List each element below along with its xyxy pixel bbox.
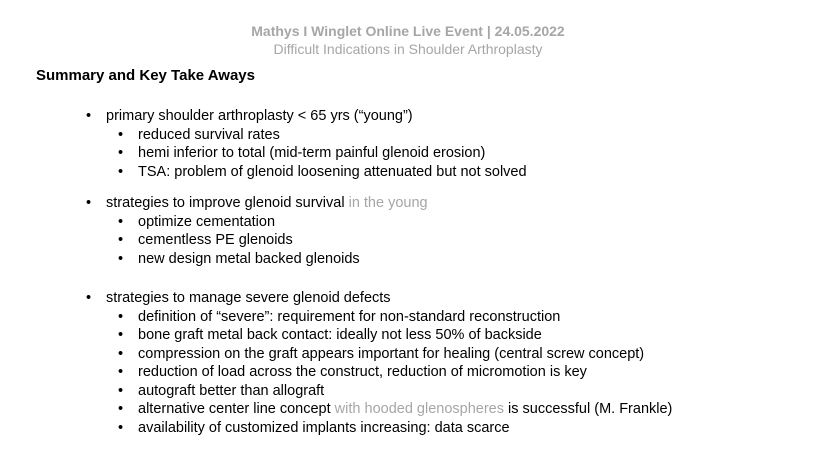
list-item <box>86 231 428 250</box>
list-item <box>86 400 672 419</box>
heading-text <box>106 194 428 213</box>
bullet-icon: • <box>118 163 124 180</box>
slide-header <box>0 22 816 58</box>
list-item <box>86 345 672 364</box>
list-item <box>86 326 672 345</box>
bullet-icon: • <box>118 250 124 267</box>
bullet-icon: • <box>118 232 124 248</box>
heading-main: strategies to improve glenoid survival <box>106 195 345 211</box>
bullet-icon: • <box>118 419 124 436</box>
list-item-text: new design metal backed glenoids <box>138 250 360 267</box>
list-item <box>86 382 672 401</box>
list-item-text: definition of “severe”: requirement for non-standard reconstruction <box>138 308 561 325</box>
list-item <box>86 419 672 438</box>
bullet-icon: • <box>118 401 124 417</box>
list-item-text: cementless PE glenoids <box>138 232 293 248</box>
item-text-before: alternative center line concept <box>138 401 331 417</box>
bullet-icon: • <box>118 126 124 143</box>
section-glenoid-defects <box>86 289 672 437</box>
section-heading <box>86 194 428 213</box>
list-item-text: reduced survival rates <box>138 126 280 143</box>
list-item <box>86 144 527 163</box>
section-heading <box>86 289 672 308</box>
bullet-icon: • <box>118 382 124 399</box>
list-item <box>86 250 428 269</box>
list-item <box>86 213 428 232</box>
list-item-text <box>138 400 672 419</box>
item-text-after: is successful (M. Frankle) <box>503 401 673 417</box>
slide-subtitle: Difficult Indications in Shoulder Arthroplasty <box>273 41 543 57</box>
bullet-icon: • <box>118 327 124 343</box>
list-item <box>86 126 527 145</box>
list-item <box>86 163 527 182</box>
list-item-text: hemi inferior to total (mid-term painful glenoid erosion) <box>138 145 486 161</box>
bullet-icon: • <box>118 308 124 325</box>
bullet-icon: • <box>86 195 92 211</box>
list-item-text: availability of customized implants increasing: data scarce <box>138 419 510 436</box>
bullet-icon: • <box>118 145 124 161</box>
list-item-text: reduction of load across the construct, reduction of micromotion is key <box>138 364 587 380</box>
event-title: Mathys I Winglet Online Live Event | 24.05.2022 <box>251 23 565 39</box>
section-heading <box>86 107 527 126</box>
list-item <box>86 363 672 382</box>
list-item-text: autograft better than allograft <box>138 382 325 399</box>
section-glenoid-survival <box>86 194 428 268</box>
item-text-gray: with hooded glenospheres <box>330 401 504 417</box>
list-item-text: TSA: problem of glenoid loosening attenuated but not solved <box>138 163 527 180</box>
list-item-text: bone graft metal back contact: ideally not less 50% of backside <box>138 327 542 343</box>
bullet-icon: • <box>86 108 92 124</box>
list-item-text: compression on the graft appears important for healing (central screw concept) <box>138 345 645 362</box>
section-young-arthroplasty <box>86 107 527 181</box>
bullet-icon: • <box>118 345 124 362</box>
heading-text: primary shoulder arthroplasty < 65 yrs (“young”) <box>106 108 413 124</box>
bullet-icon: • <box>86 290 92 306</box>
bullet-icon: • <box>118 364 124 380</box>
slide-title: Summary and Key Take Aways <box>36 67 255 84</box>
bullet-icon: • <box>118 213 124 230</box>
list-item-text: optimize cementation <box>138 213 276 230</box>
heading-text: strategies to manage severe glenoid defects <box>106 290 391 306</box>
list-item <box>86 308 672 327</box>
heading-gray: in the young <box>344 195 428 211</box>
